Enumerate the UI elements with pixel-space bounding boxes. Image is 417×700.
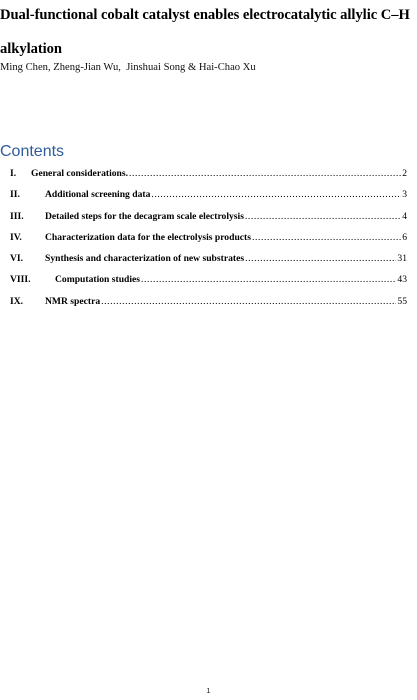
toc-entry-number: II.: [10, 189, 20, 201]
toc-dot-leader: [252, 232, 401, 243]
toc-entry-characterization-data[interactable]: [10, 232, 407, 253]
toc-dot-leader: [129, 168, 401, 179]
toc-entry-additional-screening-data[interactable]: [10, 189, 407, 210]
toc-dot-leader: [101, 296, 396, 307]
toc-entry-page: 31: [397, 253, 407, 265]
toc-entry-synthesis-new-substrates[interactable]: [10, 253, 407, 274]
toc-entry-number: IV.: [10, 231, 22, 243]
toc-entry-title: Computation studies: [55, 274, 141, 286]
toc-entry-title: NMR spectra: [45, 295, 101, 307]
toc-dot-leader: [245, 211, 401, 222]
toc-entry-title: Synthesis and characterization of new substrates: [45, 253, 245, 265]
table-of-contents: [10, 168, 407, 317]
toc-dot-leader: [151, 189, 401, 200]
toc-dot-leader: [141, 274, 396, 285]
toc-entry-title: Additional screening data: [45, 189, 151, 201]
toc-entry-page: 43: [397, 274, 407, 286]
toc-entry-number: VI.: [10, 253, 24, 265]
toc-dot-leader: [245, 253, 396, 264]
toc-entry-number: III.: [10, 210, 24, 222]
toc-entry-page: 2: [402, 168, 407, 179]
toc-entry-title: General considerations.: [31, 168, 128, 179]
toc-entry-nmr-spectra[interactable]: [10, 296, 407, 317]
toc-entry-title: Detailed steps for the decagram scale electrolysis: [45, 210, 244, 222]
toc-entry-number: I.: [10, 168, 17, 179]
paper-title: Dual-functional cobalt catalyst enables electrocatalytic allylic C–H alkylation: [0, 7, 410, 57]
toc-entry-page: 55: [397, 295, 407, 307]
toc-entry-number: VIII.: [10, 274, 31, 286]
toc-entry-computation-studies[interactable]: [10, 274, 407, 295]
toc-entry-page: 3: [402, 189, 407, 201]
contents-heading: Contents: [0, 143, 65, 160]
toc-entry-number: IX.: [10, 295, 24, 307]
toc-entry-page: 4: [402, 210, 407, 222]
toc-entry-decagram-scale-electrolysis[interactable]: [10, 211, 407, 232]
toc-entry-title: Characterization data for the electrolysis products: [45, 231, 251, 243]
author-list: Ming Chen, Zheng-Jian Wu, Jinshuai Song & Hai-Chao Xu: [0, 62, 256, 73]
toc-entry-page: 6: [402, 231, 407, 243]
toc-entry-general-considerations[interactable]: [10, 168, 407, 189]
page-number: 1: [206, 686, 211, 695]
